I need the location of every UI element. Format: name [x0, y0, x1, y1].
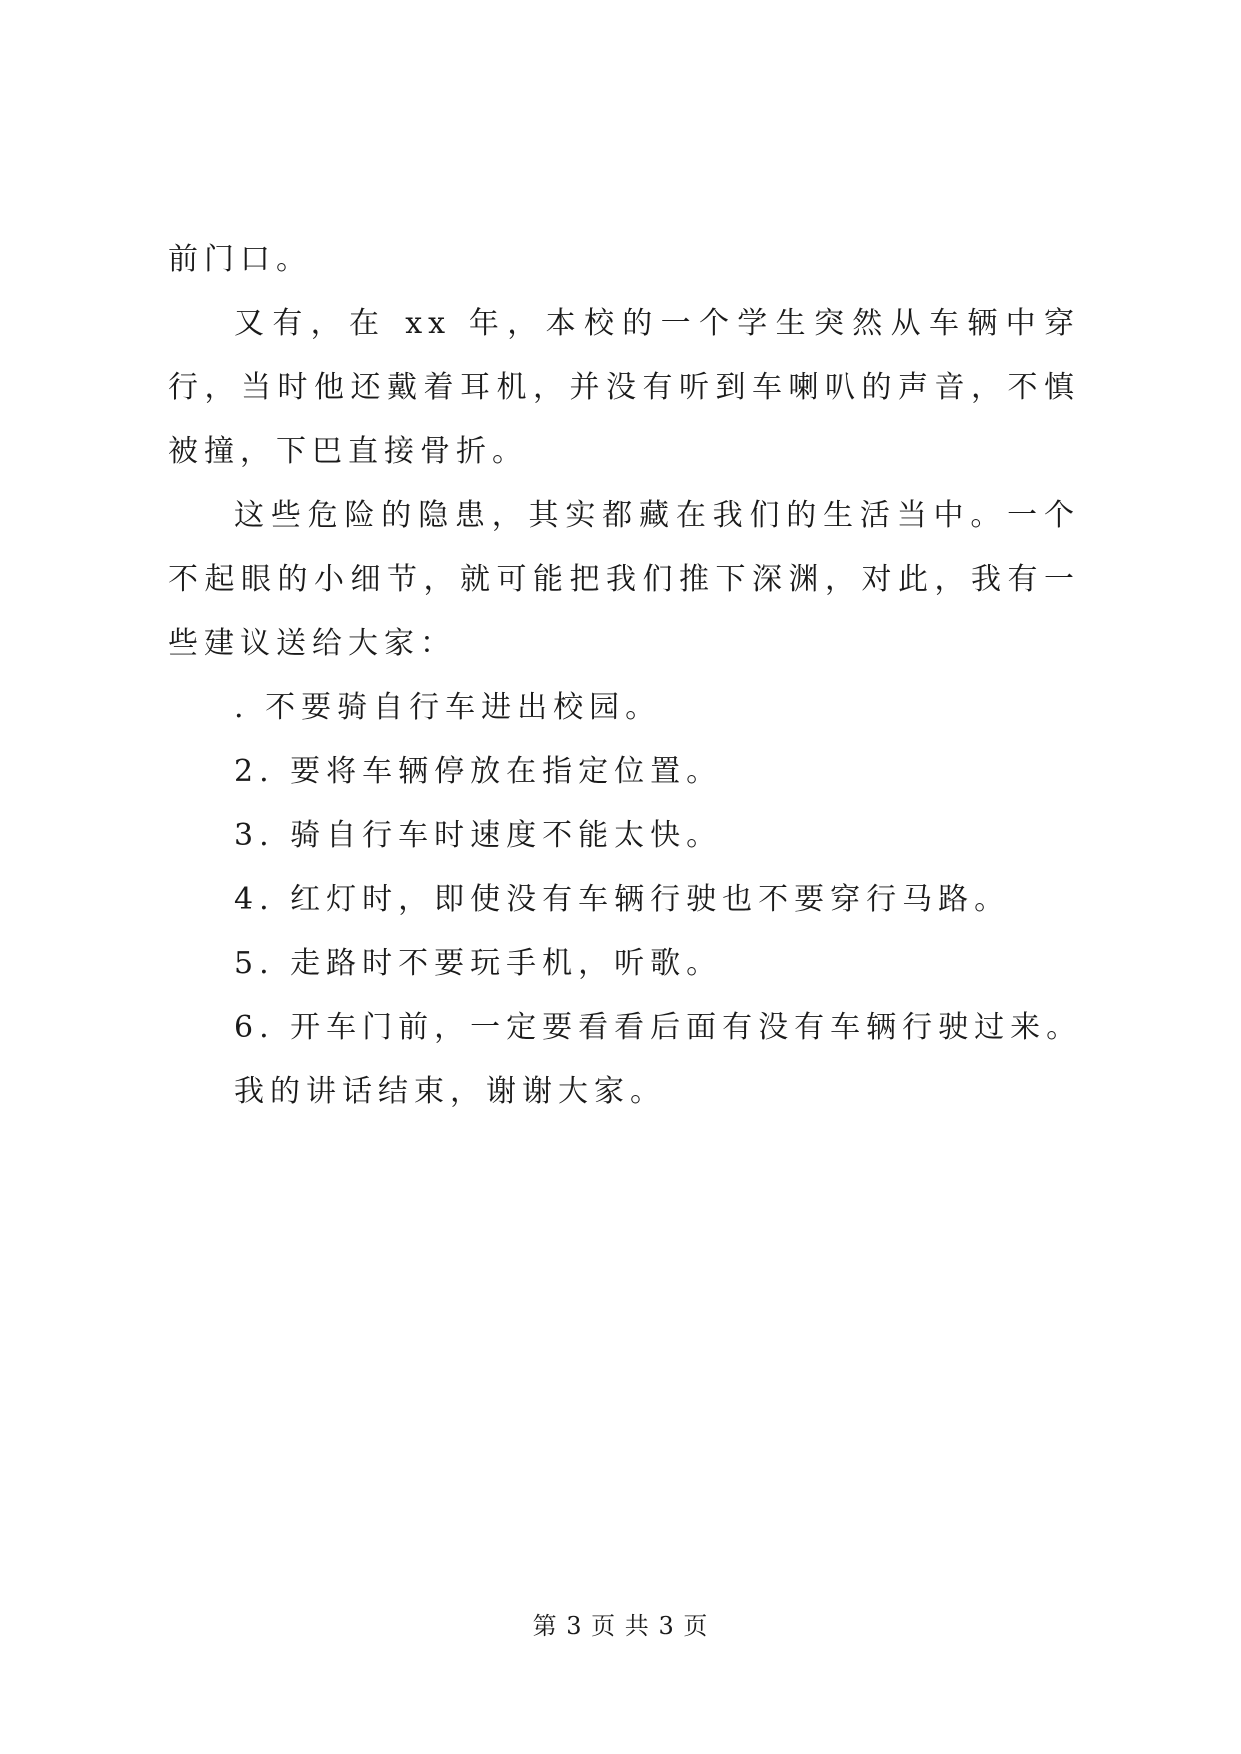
paragraph-hazards: 这些危险的隐患，其实都藏在我们的生活当中。一个不起眼的小细节，就可能把我们推下深渊，对此，我有一些建议送给大家：	[168, 498, 1080, 661]
suggestion-item-5: 5. 走路时不要玩手机，听歌。	[234, 946, 723, 981]
document-body	[168, 228, 1083, 1124]
paragraph-continuation: 前门口。	[168, 242, 312, 277]
suggestion-item-6: 6. 开车门前，一定要看看后面有没有车辆行驶过来。	[234, 1010, 1083, 1045]
suggestion-item-4: 4. 红灯时，即使没有车辆行驶也不要穿行马路。	[234, 882, 1011, 917]
suggestion-item-2: 2. 要将车辆停放在指定位置。	[234, 754, 723, 789]
closing-remark: 我的讲话结束，谢谢大家。	[234, 1074, 666, 1109]
suggestion-item-1: . 不要骑自行车进出校园。	[234, 690, 662, 725]
page-number-footer: 第 3 页 共 3 页	[532, 1612, 709, 1640]
suggestion-item-3: 3. 骑自行车时速度不能太快。	[234, 818, 723, 853]
paragraph-incident: 又有，在 xx 年，本校的一个学生突然从车辆中穿行，当时他还戴着耳机，并没有听到车喇叭的声音，不慎被撞，下巴直接骨折。	[168, 306, 1080, 469]
